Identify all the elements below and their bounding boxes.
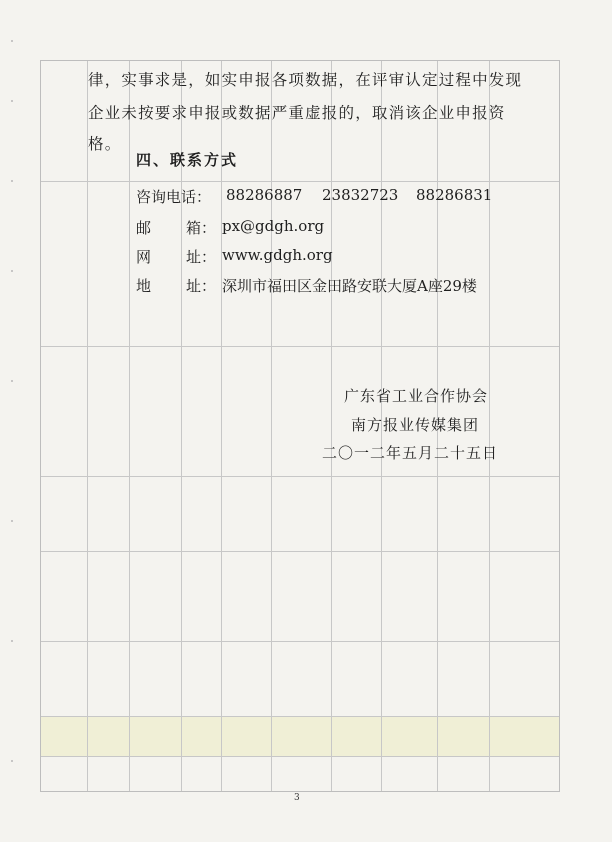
phone-number-2: 23832723 [322,186,399,204]
website-label-part1: 网 [136,248,152,266]
website-url: www.gdgh.org [222,246,333,264]
paragraph-line-1: 律，实事求是，如实申报各项数据，在评审认定过程中发现 [88,71,523,89]
signature-org-2: 南方报业传媒集团 [351,416,480,434]
paragraph-line-2: 企业未按要求申报或数据严重虚报的，取消该企业申报资 [88,104,506,122]
scan-margin-marks [11,0,15,842]
phone-label: 咨询电话： [136,188,212,206]
bleed-through-table [40,60,560,792]
address-text: 深圳市福田区金田路安联大厦A座29楼 [222,277,477,295]
section-heading: 四、联系方式 [136,151,239,169]
address-label-part1: 地 [136,277,152,295]
paragraph-line-3: 格。 [88,135,122,153]
website-label-part2: 址： [186,248,217,266]
bleed-through-highlight-row [41,716,559,756]
email-label-part2: 箱： [186,219,217,237]
email-address: px@gdgh.org [222,217,325,235]
address-label-part2: 址： [186,277,217,295]
signature-org-1: 广东省工业合作协会 [344,387,489,405]
page-number: 3 [294,793,300,803]
email-label-part1: 邮 [136,219,152,237]
phone-number-3: 88286831 [416,186,493,204]
signature-date: 二〇一二年五月二十五日 [322,444,499,462]
phone-number-1: 88286887 [226,186,303,204]
